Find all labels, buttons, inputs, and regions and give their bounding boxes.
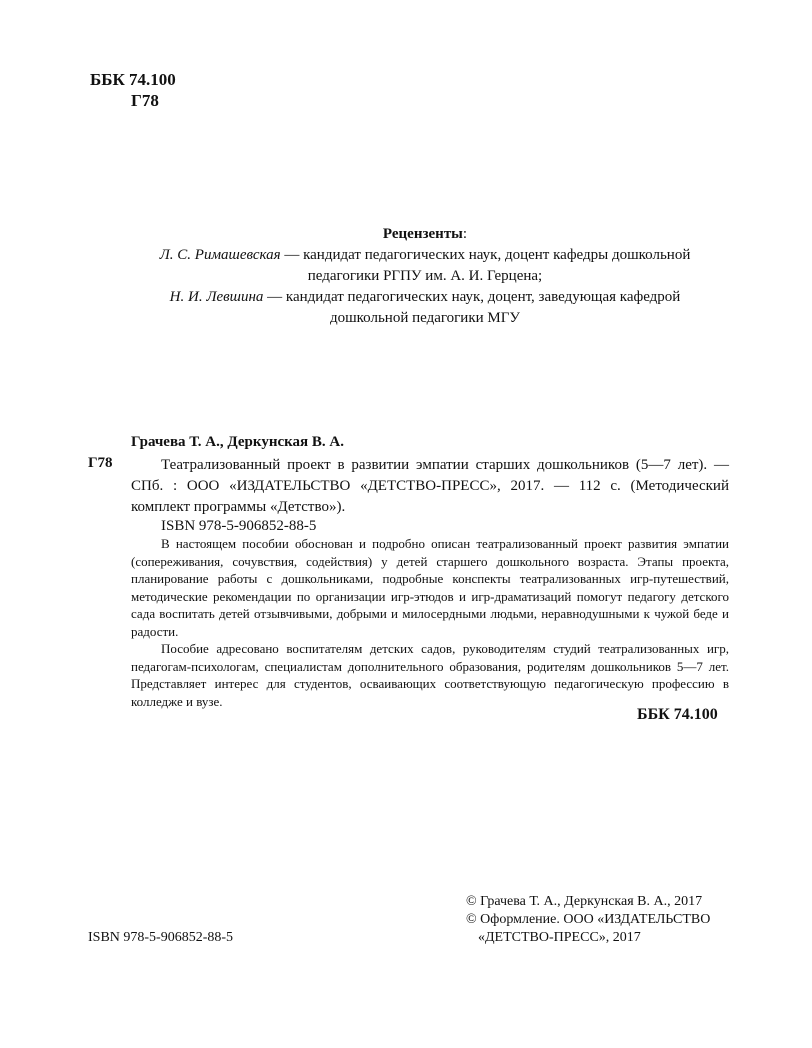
reviewer-1: [130, 245, 720, 266]
reviewer-1-desc: — кандидат педагогических наук, доцент кафедры дошкольной: [280, 247, 691, 263]
reviewers-heading-line: [130, 224, 720, 245]
reviewer-1-desc-cont: педагогики РГПУ им. А. И. Герцена;: [307, 268, 543, 284]
annotation-paragraph-1: В настоящем пособии обоснован и подробно описан театрализованный проект развития эмпатии (сопереживания, сочувствия, содействия) у детей старшего дошкольного возраста. Этапы проекта, планирование работы с дошкольниками, подробные конспекты театрализованных игр-путешествий, методические рекомендации по организации игр-этюдов и игр-драматизаций помогут педагогу детского сада воспитать детей отзывчивыми, добрыми и милосердными людьми, неравнодушными к чужой беде и радости.: [131, 536, 729, 639]
reviewers-block: [130, 224, 720, 329]
isbn-bottom: ISBN 978-5-906852-88-5: [88, 930, 234, 945]
annotation: [131, 535, 729, 710]
reviewers-colon: :: [462, 226, 468, 242]
annotation-paragraph-2: Пособие адресовано воспитателям детских садов, руководителям студий театрализованных игр, педагогам-психологам, специалистам дополнительного образования, родителям дошкольников 5—7 лет. Представляет интерес для студентов, осваивающих соответствующую педагогическую профессию в колледже и вузе.: [131, 641, 729, 709]
reviewers-heading: Рецензенты: [382, 226, 463, 242]
title-text: Театрализованный проект в развитии эмпатии старших дошкольников (5—7 лет). — СПб. : ООО «ИЗДАТЕЛЬСТВО «ДЕТСТВО-ПРЕСС», 2017. — 112 с. (Методический комплект программы «Детство»).: [131, 457, 729, 515]
bibliographic-description: [131, 455, 729, 518]
reviewer-2-name: Н. И. Левшина: [169, 289, 264, 305]
bbk-index-bottom: ББК 74.100: [637, 706, 718, 723]
copyright-block: [466, 893, 710, 947]
record-isbn: ISBN 978-5-906852-88-5: [161, 518, 317, 534]
reviewer-2-desc-cont: дошкольной педагогики МГУ: [329, 310, 521, 326]
reviewer-2: [130, 287, 720, 308]
record-author-code: Г78: [88, 455, 113, 471]
bbk-index: ББК 74.100: [90, 70, 176, 89]
copyright-line-3: «ДЕТСТВО-ПРЕСС», 2017: [478, 930, 641, 945]
reviewer-2-desc: — кандидат педагогических наук, доцент, заведующая кафедрой: [263, 289, 681, 305]
author-code: Г78: [131, 91, 159, 110]
copyright-line-2: © Оформление. ООО «ИЗДАТЕЛЬСТВО: [466, 912, 711, 927]
copyright-line-1: © Грачева Т. А., Деркунская В. А., 2017: [466, 894, 703, 909]
authors: Грачева Т. А., Деркунская В. А.: [131, 434, 344, 450]
reviewer-1-name: Л. С. Римашевская: [159, 247, 281, 263]
